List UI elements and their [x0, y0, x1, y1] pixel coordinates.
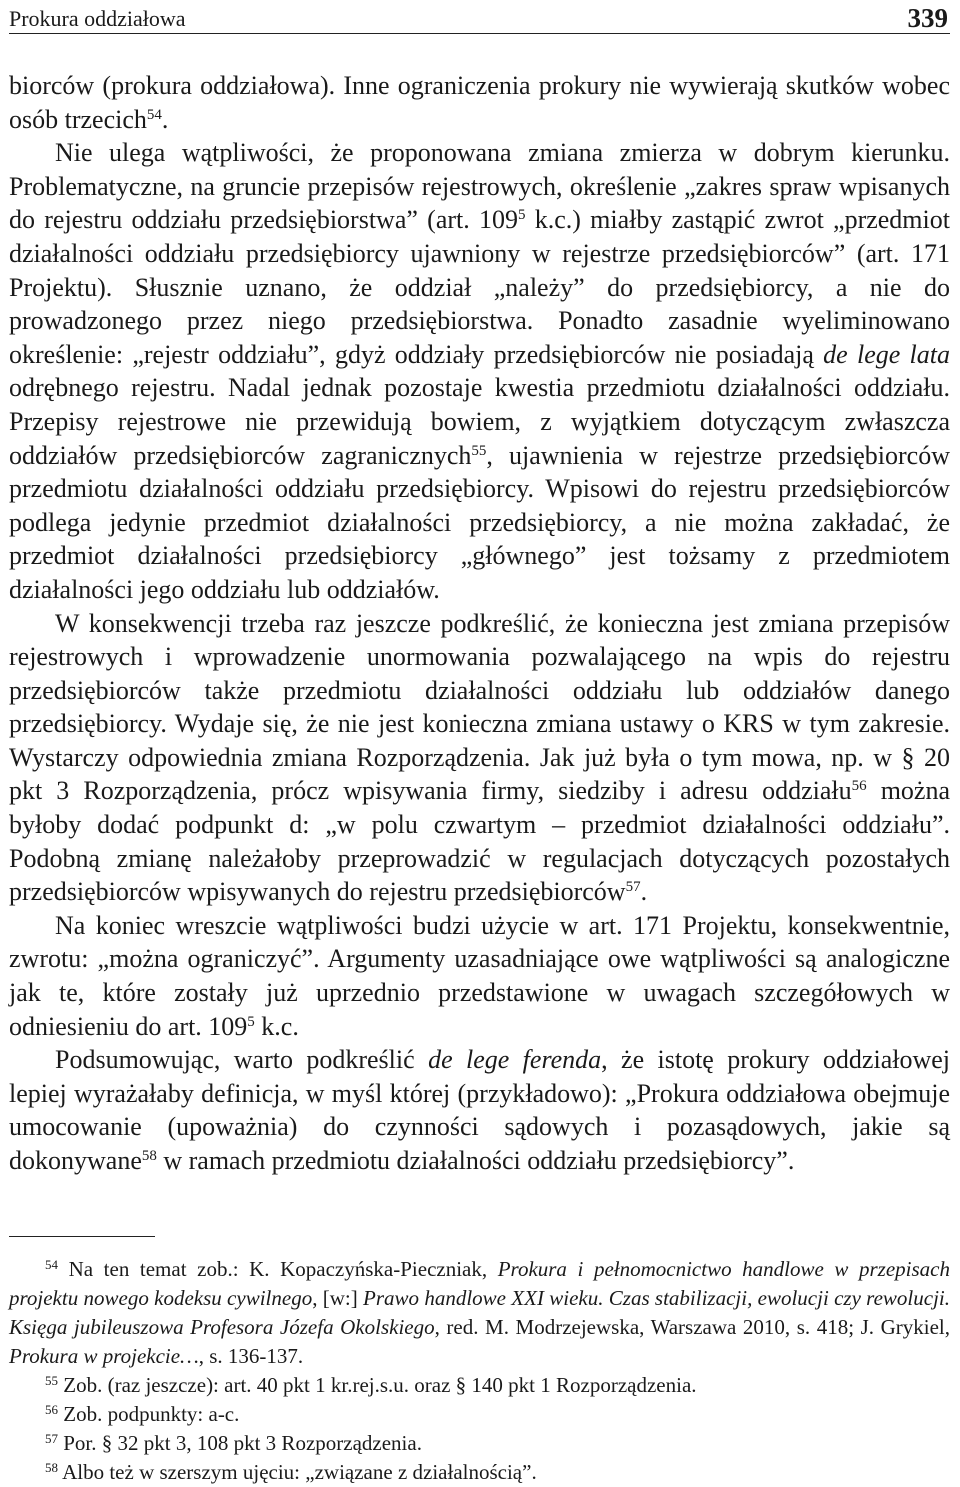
- footnote-separator: [9, 1236, 155, 1237]
- text-run: , [w:]: [312, 1286, 364, 1310]
- paragraph-3: [9, 607, 950, 909]
- running-title: Prokura oddziałowa: [9, 6, 186, 31]
- footnote-ref-58[interactable]: 58: [141, 1148, 157, 1164]
- text-run: , że istotę prokury oddziałowej lepiej wyrażałaby definicja, w myśl której (przykładowo): „Prokura oddziałowa obejmuje umocowanie (upoważnia) do czynności sądowych i pozasądowych, jakie są dokonywane: [9, 1045, 951, 1175]
- footnote-number: 58: [45, 1460, 58, 1475]
- superscript-5: 5: [517, 207, 526, 224]
- paragraph-2: [9, 136, 950, 606]
- text-run: Zob. (raz jeszcze): art. 40 pkt 1 kr.rej.s.u. oraz § 140 pkt 1 Rozporządzenia.: [58, 1373, 697, 1397]
- text-run: Zob. podpunkty: a-c.: [58, 1402, 240, 1426]
- footnote-55: [9, 1371, 950, 1400]
- running-header: [9, 0, 950, 34]
- text-run: , red. M. Modrzejewska, Warszawa 2010, s. 418; J. Grykiel,: [434, 1315, 950, 1339]
- italic-title: Prokura w projekcie…: [9, 1344, 199, 1368]
- text-run: Por. § 32 pkt 3, 108 pkt 3 Rozporządzenia.: [58, 1431, 422, 1455]
- text-run: .: [640, 877, 648, 907]
- italic-title: Prokura i pełnomocnictwo handlowe w przepisach projektu nowego kodeksu cywilnego: [9, 1257, 950, 1310]
- text-run: W konsekwencji trzeba raz jeszcze podkreślić, że konieczna jest zmiana przepisów rejestrowych i wprowadzenie unormowania pozwalającego na wpis do rejestru przedsiębiorców także przedmiotu działalności oddziału lub oddziałów danego przedsiębiorcy. Wydaje się, że nie jest konieczna zmiana ustawy o KRS w tym zakresie. Wystarczy odpowiednia zmiana Rozporządzenia. Jak już była o tym mowa, np. w § 20 pkt 3 Rozporządzenia, prócz wpisywania firmy, siedziby i adresu oddziału: [9, 608, 950, 806]
- paragraph-4: [9, 909, 950, 1043]
- paragraph-5: [9, 1043, 950, 1177]
- italic-title: Prawo handlowe XXI wieku. Czas stabilizacji, ewolucji czy rewolucji. Księga jubileuszowa Profesora Józefa Okolskiego: [9, 1286, 950, 1339]
- footnote-ref-55[interactable]: 55: [471, 442, 487, 459]
- text-run: Nie ulega wątpliwości, że proponowana zmiana zmierza w dobrym kierunku. Problematyczne, na gruncie przepisów rejestrowych, określenie „zakres spraw wpisanych do rejestru oddziału przedsiębiorstwa” (art. 109: [9, 138, 950, 235]
- text-run: w ramach przedmiotu działalności oddziału przedsiębiorcy”.: [156, 1146, 795, 1175]
- body-text: [9, 69, 950, 1178]
- paragraph-1: [9, 69, 950, 136]
- text-run: k.c.: [254, 1011, 299, 1041]
- footnote-ref-57[interactable]: 57: [625, 879, 641, 896]
- text-run: Na ten temat zob.: K. Kopaczyńska-Pieczniak,: [58, 1257, 498, 1281]
- page-number: 339: [907, 3, 948, 33]
- text-run: Podsumowując, warto podkreślić: [55, 1045, 429, 1075]
- text-run: Na koniec wreszcie wątpliwości budzi użycie w art. 171 Projektu, konsekwentnie, zwrotu: „można ograniczyć”. Argumenty uzasadniające owe wątpliwości są analogiczne jak te, które zostały już uprzednio przedstawione w uwagach szczegółowych w odniesieniu do art. 109: [9, 910, 950, 1041]
- italic-term: de lege ferenda: [428, 1045, 602, 1075]
- text-run: .: [161, 104, 169, 134]
- footnote-54: [9, 1255, 950, 1371]
- italic-term: de lege lata: [823, 339, 950, 369]
- footnote-number: 54: [45, 1257, 58, 1272]
- footnote-number: 55: [45, 1373, 58, 1388]
- footnote-58: [9, 1458, 950, 1487]
- footnote-57: [9, 1429, 950, 1458]
- footnotes: [9, 1255, 950, 1487]
- text-run: k.c.) miałby zastąpić zwrot „przedmiot działalności oddziału przedsiębiorcy ujawniony w rejestrze przedsiębiorców” (art. 171 Projektu). Słusznie uznano, że oddział „należy” do przedsiębiorcy, a nie do prowadzonego przez niego przedsiębiorstwa. Ponadto zasadnie wyeliminowano określenie: „rejestr oddziału”, gdyż oddziały przedsiębiorców nie posiadają: [9, 205, 950, 369]
- text-run: można byłoby dodać podpunkt d: „w polu czwartym – przedmiot działalności oddziału”. Podobną zmianę należałoby przeprowadzić w regulacjach dotyczących pozostałych przedsiębiorców wpisywanych do rejestru przedsiębiorców: [9, 776, 951, 907]
- footnote-ref-54[interactable]: 54: [146, 106, 162, 123]
- text-run: biorców (prokura oddziałowa). Inne ograniczenia prokury nie wywierają skutków wobec osób trzecich: [9, 71, 950, 134]
- footnote-56: [9, 1400, 950, 1429]
- footnote-number: 56: [45, 1402, 58, 1417]
- footnote-ref-56[interactable]: 56: [851, 778, 867, 795]
- superscript-5: 5: [247, 1013, 255, 1030]
- text-run: , ujawnienia w rejestrze przedsiębiorców przedmiotu działalności oddziału przedsiębiorcy. Wpisowi do rejestru przedsiębiorców podlega jedynie przedmiot działalności przedsiębiorcy, a nie można zakładać, że przedmiot działalności przedsiębiorcy „głównego” jest tożsamy z przedmiotem działalności jego oddziału lub oddziałów.: [9, 440, 950, 604]
- footnote-number: 57: [45, 1431, 58, 1446]
- text-run: , s. 136-137.: [198, 1344, 304, 1368]
- text-run: Albo też w szerszym ujęciu: „związane z działalnością”.: [58, 1460, 537, 1484]
- text-run: odrębnego rejestru. Nadal jednak pozostaje kwestia przedmiotu działalności oddziału. Przepisy rejestrowe nie przewidują bowiem, z wyjątkiem dotyczącym zwłaszcza oddziałów przedsiębiorców zagranicznych: [9, 373, 950, 470]
